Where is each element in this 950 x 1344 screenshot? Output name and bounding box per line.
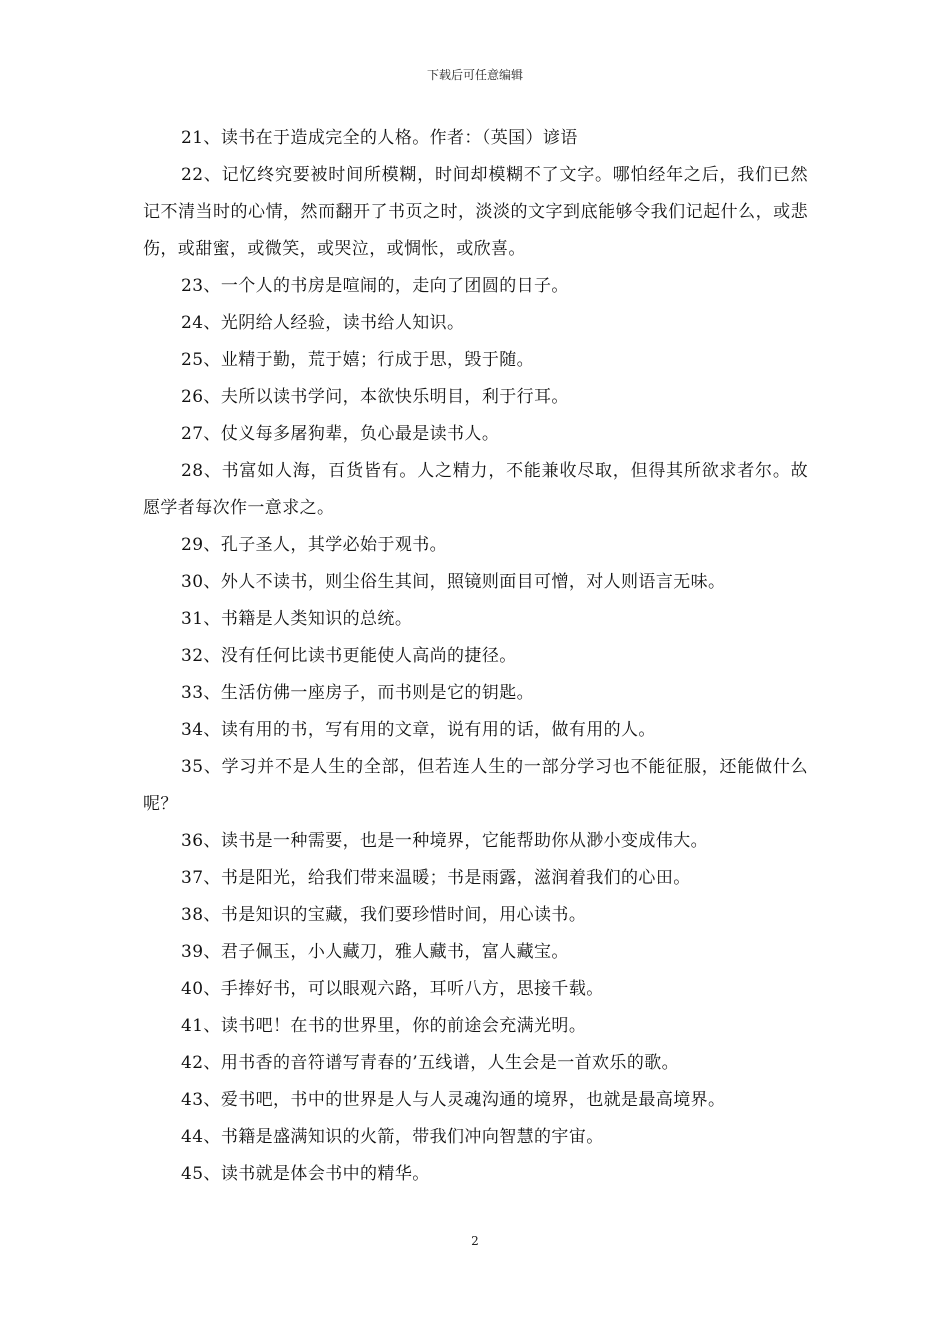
quote-36: 36、读书是一种需要，也是一种境界，它能帮助你从渺小变成伟大。 — [181, 831, 709, 851]
document-body — [143, 120, 808, 1193]
quote-27: 27、仗义每多屠狗辈，负心最是读书人。 — [181, 424, 500, 444]
page-header: 下载后可任意编辑 — [426, 68, 523, 82]
quote-41: 41、读书吧！在书的世界里，你的前途会充满光明。 — [181, 1016, 587, 1036]
quote-31: 31、书籍是人类知识的总统。 — [181, 609, 413, 629]
quote-23: 23、一个人的书房是喧闹的，走向了团圆的日子。 — [181, 276, 569, 296]
quote-39: 39、君子佩玉，小人藏刀，雅人藏书，富人藏宝。 — [181, 942, 569, 962]
quote-30: 30、外人不读书，则尘俗生其间，照镜则面目可憎，对人则语言无味。 — [181, 572, 726, 592]
quote-42: 42、用书香的音符谱写青春的’五线谱，人生会是一首欢乐的歌。 — [181, 1053, 680, 1073]
quote-32: 32、没有任何比读书更能使人高尚的捷径。 — [181, 646, 517, 666]
quote-24: 24、光阴给人经验，读书给人知识。 — [181, 313, 465, 333]
quote-33: 33、生活仿佛一座房子，而书则是它的钥匙。 — [181, 683, 535, 703]
quote-38: 38、书是知识的宝藏，我们要珍惜时间，用心读书。 — [181, 905, 587, 925]
quote-22: 22、记忆终究要被时间所模糊，时间却模糊不了文字。哪怕经年之后，我们已然记不清当时的心情，然而翻开了书页之时，淡淡的文字到底能够令我们记起什么，或悲伤，或甜蜜，或微笑，或哭泣，或惆怅，或欣喜。 — [143, 165, 808, 259]
quote-28: 28、书富如人海，百货皆有。人之精力，不能兼收尽取，但得其所欲求者尔。故愿学者每次作一意求之。 — [143, 461, 808, 518]
quote-43: 43、爱书吧，书中的世界是人与人灵魂沟通的境界，也就是最高境界。 — [181, 1090, 726, 1110]
quote-26: 26、夫所以读书学问，本欲快乐明目，利于行耳。 — [181, 387, 569, 407]
page-number: 2 — [471, 1234, 479, 1248]
quote-21: 21、读书在于造成完全的人格。作者：（英国）谚语 — [181, 128, 578, 148]
quote-37: 37、书是阳光，给我们带来温暖；书是雨露，滋润着我们的心田。 — [181, 868, 691, 888]
quote-29: 29、孔子圣人，其学必始于观书。 — [181, 535, 448, 555]
quote-44: 44、书籍是盛满知识的火箭，带我们冲向智慧的宇宙。 — [181, 1127, 604, 1147]
quote-40: 40、手捧好书，可以眼观六路，耳听八方，思接千载。 — [181, 979, 604, 999]
quote-35: 35、学习并不是人生的全部，但若连人生的一部分学习也不能征服，还能做什么呢？ — [143, 757, 808, 814]
quote-45: 45、读书就是体会书中的精华。 — [181, 1164, 430, 1184]
quote-25: 25、业精于勤，荒于嬉；行成于思，毁于随。 — [181, 350, 535, 370]
quote-34: 34、读有用的书，写有用的文章，说有用的话，做有用的人。 — [181, 720, 656, 740]
